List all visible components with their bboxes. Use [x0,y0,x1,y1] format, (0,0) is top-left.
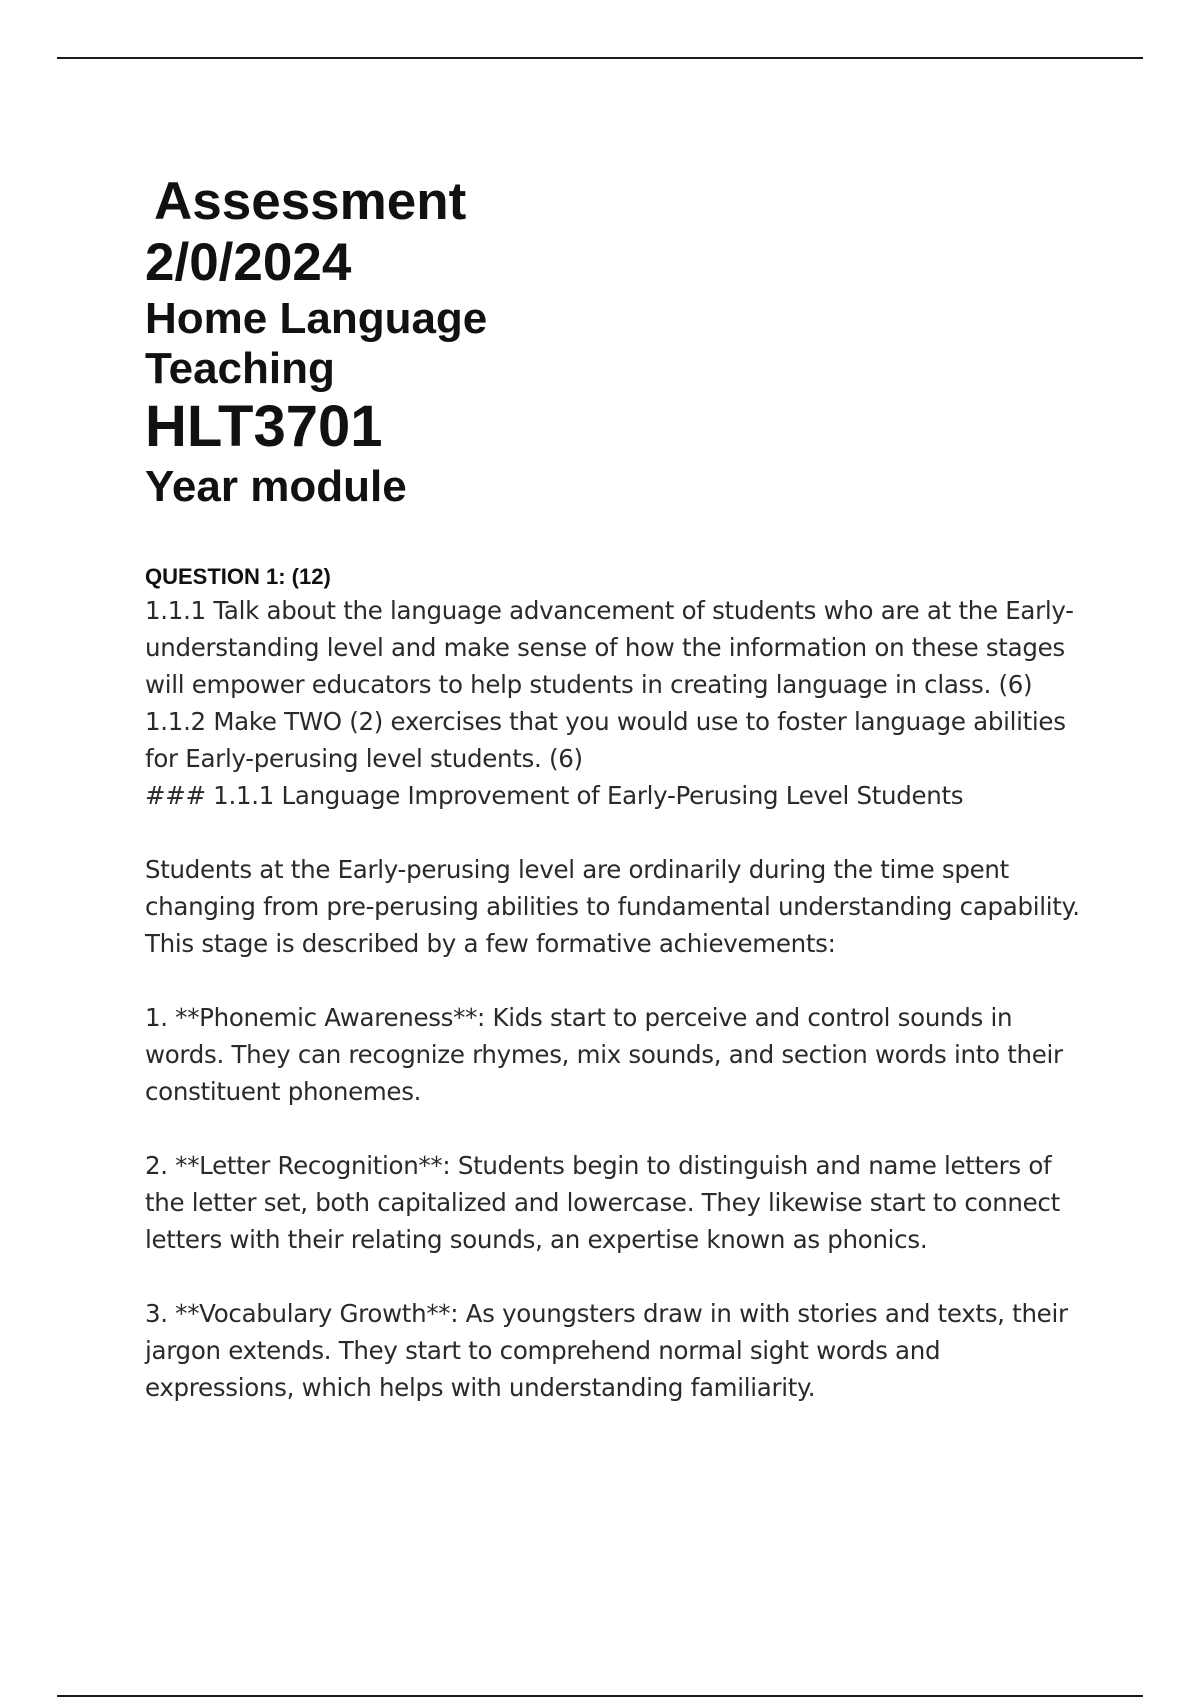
subject-title-line-2: Teaching [145,344,335,393]
answer-heading: ### 1.1.1 Language Improvement of Early-Perusing Level Students [145,781,964,810]
assessment-title: Assessment [154,172,467,231]
module-type: Year module [145,462,407,511]
answer-point-2: 2. **Letter Recognition**: Students begin to distinguish and name letters of the letter set, both capitalized and lowercase. They likewise start to connect letters with their relating sounds, an expertise known as phonics. [145,1151,1060,1254]
assessment-date: 2/0/2024 [145,233,352,292]
question-prompt-1-1-2: 1.1.2 Make TWO (2) exercises that you would use to foster language abilities for Early-perusing level students. (6) [145,707,1066,773]
answer-point-3: 3. **Vocabulary Growth**: As youngsters draw in with stories and texts, their jargon extends. They start to comprehend normal sight words and expressions, which helps with understanding familiarity. [145,1299,1068,1402]
question-prompt-1-1-1: 1.1.1 Talk about the language advancement of students who are at the Early-understanding level and make sense of how the information on these stages will empower educators to help students in creating language in class. (6) [145,596,1074,699]
answer-point-1: 1. **Phonemic Awareness**: Kids start to perceive and control sounds in words. They can recognize rhymes, mix sounds, and section words into their constituent phonemes. [145,1003,1063,1106]
question-heading: QUESTION 1: (12) [145,564,331,589]
document-title-block [145,172,487,514]
subject-title-line-1: Home Language [145,294,488,343]
bottom-rule [57,1695,1143,1697]
top-rule [57,57,1143,59]
answer-intro: Students at the Early-perusing level are ordinarily during the time spent changing from pre-perusing abilities to fundamental understanding capability. This stage is described by a few formative achievements: [145,855,1080,958]
document-body [145,592,1085,1406]
module-code: HLT3701 [145,394,383,459]
